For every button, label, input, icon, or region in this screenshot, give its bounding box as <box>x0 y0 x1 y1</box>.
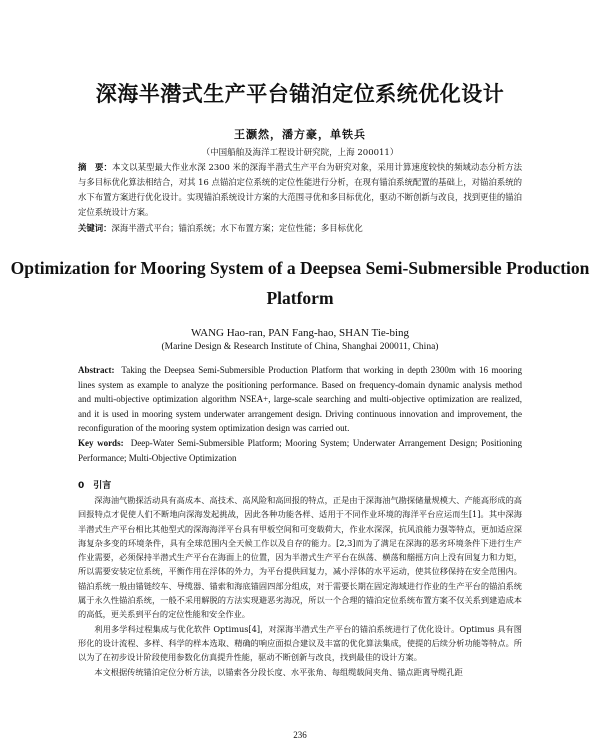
keywords-label-chinese: 关键词： <box>78 223 112 233</box>
authors-chinese: 王灏然，潘方豪，单铁兵 <box>234 128 366 141</box>
body-paragraph: 本文根据传统锚泊定位分析方法，以锚索各分段长度、水平张角、每组缆载间夹角、锚点距离导缆孔距 <box>94 666 463 677</box>
affiliation-chinese: （中国船舶及海洋工程设计研究院，上海 200011） <box>201 148 399 158</box>
body-paragraph: 利用多学科过程集成与优化软件 Optimus[4]，对深海半潜式生产平台的锚泊系统进行了优化设计。Optimus 具有图形化的设计流程、多样、科学的样本选取、精确的响应面拟合建议及丰富的优化算法集成，使提的后续分析功能等特点。所以为了在初步设计阶段使用参数化仿真提升性能，驱动不断创新与改良，找到最佳的设计方案。 <box>78 623 522 663</box>
title-english: Optimization for Mooring System of a Deepsea Semi-Submersible Production Platform <box>10 258 590 308</box>
title-chinese: 深海半潜式生产平台锚泊定位系统优化设计 <box>95 82 505 106</box>
page-number: 236 <box>293 730 307 740</box>
section-heading-introduction: 0 引言 <box>78 481 112 491</box>
keywords-chinese <box>78 221 522 236</box>
keywords-english <box>78 436 522 465</box>
abstract-text-chinese: 本文以某型最大作业水深 2300 米的深海半潜式生产平台为研究对象，采用计算速度较快的频域动态分析方法与多目标优化算法相结合，对其 16 点锚泊定位系统的定位性能进行分析，在现有锚泊系统配置的基础上，对锚泊系统的水下布置方案进行优化设计。实现锚泊系统设计方案的大范围寻优和多目标优化，驱动不断创新与改良，找到更佳的锚泊定位系统设计方案。 <box>78 162 522 217</box>
body-paragraph: 深海油气勘探活动具有高成本、高技术、高风险和高回报的特点，正是由于深海油气勘探储量规模大、产能高形成的高回报特点才促使人们不断地向深海发起挑战，因此各种功能各样、适用于不同作业环境的海洋平台应运而生[1]。其中深海半潜式生产平台相比其他型式的深海海洋平台具有甲板空间和可变载荷大，作业水深深，抗风浪能力强等特点，更加适应深海复杂多变的环境条件，具有全球范围内全天候工作以及自存的能力。[2,3]而为了满足在深海的恶劣环境条件下进行生产作业需要，必须保持半潜式生产平台在海面上的位置，因为半潜式生产平台在纵荡、横荡和艏摇方向上没有回复力和力矩，所以需要安装定位系统，平衡作用在浮体的外力，为平台提供回复力，减小浮体的水平运动，使其位移保持在安全范围内。锚泊系统一般由锚链绞车、导缆器、锚索和海底锚固四部分组成，对于需要长期在固定海域进行作业的生产平台的锚泊系统属于永久性锚泊系统，一般不采用解脱的方法实现避恶劣海况，所以一个合理的锚泊定位系统布置方案不仅关系到建造成本的高低，更关系到平台的定位性能和安全作业。 <box>78 495 522 620</box>
keywords-label-english: Key words: <box>78 438 124 448</box>
keywords-text-english: Deep-Water Semi-Submersible Platform; Mooring System; Underwater Arrangement Design; Positioning Performance; Multi-Objective Optimization <box>78 438 523 463</box>
abstract-label-english: Abstract: <box>78 365 115 375</box>
abstract-english <box>78 363 522 436</box>
abstract-chinese <box>78 160 522 220</box>
affiliation-english: (Marine Design & Research Institute of China, Shanghai 200011, China) <box>161 342 439 352</box>
authors-english: WANG Hao-ran, PAN Fang-hao, SHAN Tie-bing <box>190 327 410 339</box>
abstract-text-english: Taking the Deepsea Semi-Submersible Production Platform that working in depth 2300m with 16 mooring lines system as example to analyze the positioning performance. Based on frequency-domain dynamic analysis method and multi-objective optimization algorithm NSEA+, large-scale searching and multi-objective optimization are realized, and it is used in mooring system underwater arrangement design. Driving continuous innovation and improvement, the reconfiguration of the mooring system optimization design was carried out. <box>78 365 522 433</box>
abstract-label-chinese: 摘 要： <box>78 162 113 172</box>
body-text <box>78 493 522 679</box>
keywords-text-chinese: 深海半潜式平台；锚泊系统；水下布置方案；定位性能；多目标优化 <box>111 223 363 233</box>
